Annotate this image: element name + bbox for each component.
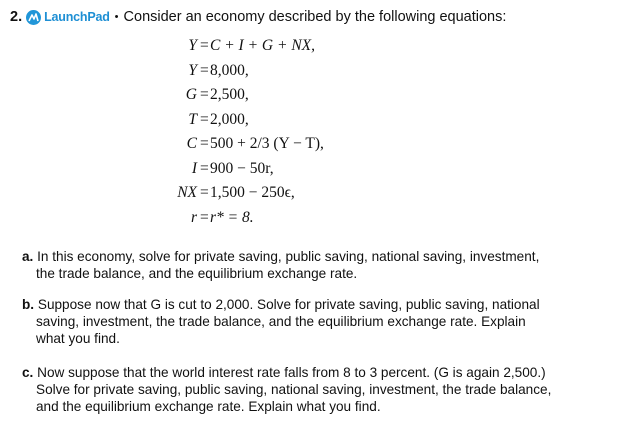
equation-rhs: 8,000, — [210, 61, 249, 79]
equation-rhs: 1,500 − 250ϵ, — [210, 184, 295, 201]
part-a — [22, 248, 602, 282]
part-text-line: Now suppose that the world interest rate falls from 8 to 3 percent. (G is again 2,500.) — [37, 365, 546, 380]
equation-lhs: Y — [188, 61, 197, 79]
equation-row — [150, 184, 470, 209]
part-text-line: Solve for private saving, public saving, national saving, investment, the trade balance, — [36, 382, 552, 398]
equation-rhs: 2,000, — [210, 110, 249, 128]
equation-lhs: NX — [177, 184, 197, 201]
equation-lhs: I — [191, 159, 197, 177]
equation-lhs: T — [188, 110, 197, 128]
part-c — [22, 364, 602, 416]
equation-row — [150, 86, 470, 111]
question-number: 2. — [10, 9, 23, 25]
equation-rhs: C + I + G + NX, — [210, 37, 316, 54]
equals-sign: = — [200, 110, 209, 128]
equation-lhs: C — [186, 135, 197, 152]
launchpad-logo-icon — [26, 10, 41, 25]
part-label: c. — [22, 365, 34, 380]
equation-row — [150, 135, 470, 160]
equation-lhs: r — [190, 208, 197, 226]
launchpad-brand: LaunchPad — [44, 10, 110, 24]
equals-sign: = — [200, 159, 209, 177]
part-text-line: and the equilibrium exchange rate. Explain what you find. — [36, 399, 381, 415]
equation-row — [150, 160, 470, 185]
equals-sign: = — [200, 135, 209, 152]
equals-sign: = — [200, 208, 209, 226]
part-text-line: what you find. — [36, 331, 120, 347]
part-text-line: saving, investment, the trade balance, and the equilibrium exchange rate. Explain — [36, 314, 526, 330]
equation-row — [150, 62, 470, 87]
equals-sign: = — [200, 86, 209, 103]
part-text-line: the trade balance, and the equilibrium exchange rate. — [36, 266, 358, 282]
equation-rhs: 2,500, — [210, 86, 249, 103]
part-label: b. — [22, 297, 35, 312]
bullet-separator: • — [114, 11, 119, 23]
part-text-line: Suppose now that G is cut to 2,000. Solve for private saving, public saving, national — [37, 297, 540, 312]
equation-rhs: 900 − 50r, — [210, 159, 274, 177]
equation-row — [150, 111, 470, 136]
question-intro: Consider an economy described by the following equations: — [123, 9, 507, 25]
equals-sign: = — [200, 184, 209, 201]
equals-sign: = — [200, 37, 209, 54]
equation-rhs: 500 + 2/3 (Y − T), — [210, 135, 324, 152]
equation-rhs: r* = 8. — [210, 208, 254, 226]
question-header — [10, 9, 506, 25]
equation-lhs: Y — [188, 37, 197, 54]
part-label: a. — [22, 249, 34, 264]
equals-sign: = — [200, 61, 209, 79]
equation-row — [150, 37, 470, 62]
equation-row — [150, 209, 470, 234]
equation-system — [150, 37, 470, 233]
part-text-line: In this economy, solve for private saving, public saving, national saving, investment, — [37, 249, 540, 264]
equation-lhs: G — [185, 86, 197, 103]
part-b — [22, 296, 602, 348]
